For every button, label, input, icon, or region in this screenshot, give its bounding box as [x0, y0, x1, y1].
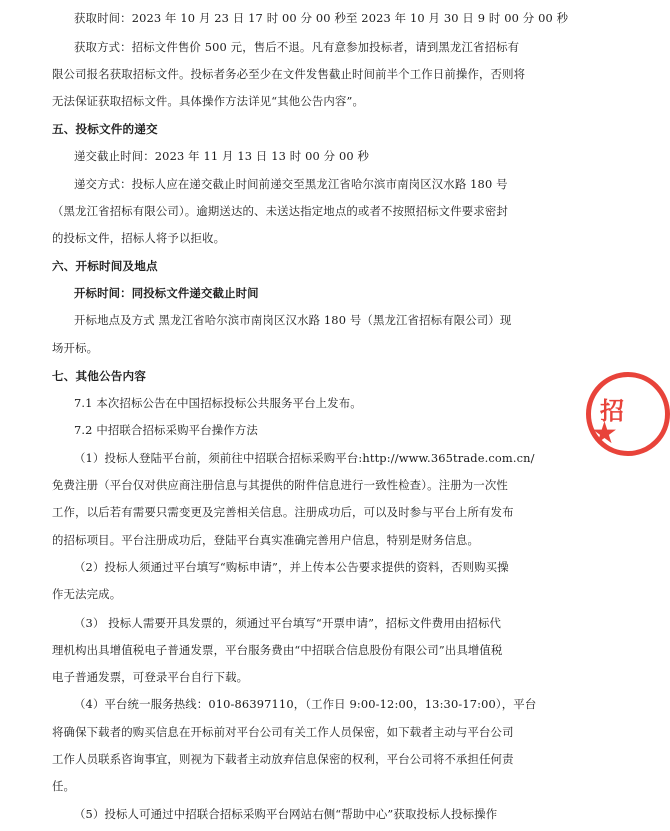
seal-star-icon: ★ — [591, 416, 618, 451]
step-2-line-2: 作无法完成。 — [52, 587, 122, 601]
bid-opening-place-line-1: 开标地点及方式 黑龙江省哈尔滨市南岗区汉水路 180 号（黑龙江省招标有限公司）现 — [74, 313, 512, 327]
step-1-line-1: （1）投标人登陆平台前，须前往中招联合招标采购平台:http://www.365trade.com.cn/ — [74, 451, 535, 465]
step-3-line-2: 理机构出具增值税电子普通发票，平台服务费由“中招联合信息股份有限公司”出具增值税 — [52, 643, 503, 657]
acquisition-time: 获取时间：2023 年 10 月 23 日 17 时 00 分 00 秒至 2023 年 10 月 30 日 9 时 00 分 00 秒 — [74, 11, 569, 25]
submission-method-line-1: 递交方式：投标人应在递交截止时间前递交至黑龙江省哈尔滨市南岗区汉水路 180 号 — [74, 177, 508, 191]
step-4-line-3: 工作人员联系咨询事宜，则视为下载者主动放弃信息保密的权利，平台公司将不承担任何责 — [52, 752, 514, 766]
step-4-line-1: （4）平台统一服务热线：010-86397110，（工作日 9:00-12:00，13:30-17:00），平台 — [74, 697, 537, 711]
step-2-line-1: （2）投标人须通过平台填写“购标申请”，并上传本公告要求提供的资料，否则购买操 — [74, 560, 509, 574]
acquisition-method-line-1: 获取方式：招标文件售价 500 元，售后不退。凡有意参加投标者，请到黑龙江省招标有 — [74, 40, 520, 54]
step-1-line-3: 工作，以后若有需要只需变更及完善相关信息。注册成功后，可以及时参与平台上所有发布 — [52, 505, 514, 519]
step-1-line-4: 的招标项目。平台注册成功后，登陆平台真实准确完善用户信息，特别是财务信息。 — [52, 533, 480, 547]
acquisition-method-line-3: 无法保证获取招标文件。具体操作方法详见“其他公告内容”。 — [52, 94, 365, 108]
item-7-2: 7.2 中招联合招标采购平台操作方法 — [74, 423, 258, 437]
step-5-line-1: （5）投标人可通过中招联合招标采购平台网站右侧“帮助中心”获取投标人投标操作 — [74, 807, 498, 821]
section-heading-7: 七、其他公告内容 — [52, 369, 146, 383]
submission-method-line-2: （黑龙江省招标有限公司）。逾期送达的、未送达指定地点的或者不按照招标文件要求密封 — [52, 204, 508, 218]
submission-deadline: 递交截止时间：2023 年 11 月 13 日 13 时 00 分 00 秒 — [74, 149, 370, 163]
step-1-line-2: 免费注册（平台仅对供应商注册信息与其提供的附件信息进行一致性检查）。注册为一次性 — [52, 478, 508, 492]
item-7-1: 7.1 本次招标公告在中国招标投标公共服务平台上发布。 — [74, 396, 362, 410]
submission-method-line-3: 的投标文件，招标人将予以拒收。 — [52, 231, 226, 245]
acquisition-method-line-2: 限公司报名获取招标文件。投标者务必至少在文件发售截止时间前半个工作日前操作，否则将 — [52, 67, 526, 81]
seal-character: 招 — [600, 397, 624, 425]
section-heading-5: 五、投标文件的递交 — [52, 122, 158, 136]
bid-opening-time: 开标时间：同投标文件递交截止时间 — [74, 286, 259, 300]
step-3-line-3: 电子普通发票，可登录平台自行下载。 — [52, 670, 249, 684]
step-3-line-1: （3） 投标人需要开具发票的，须通过平台填写“开票申请”，招标文件费用由招标代 — [74, 616, 502, 630]
section-heading-6: 六、开标时间及地点 — [52, 259, 158, 273]
bid-opening-place-line-2: 场开标。 — [52, 341, 99, 355]
step-4-line-4: 任。 — [52, 779, 76, 793]
company-seal-stamp — [586, 372, 670, 456]
step-4-line-2: 将确保下载者的购买信息在开标前对平台公司有关工作人员保密，如下载者主动与平台公司 — [52, 725, 514, 739]
